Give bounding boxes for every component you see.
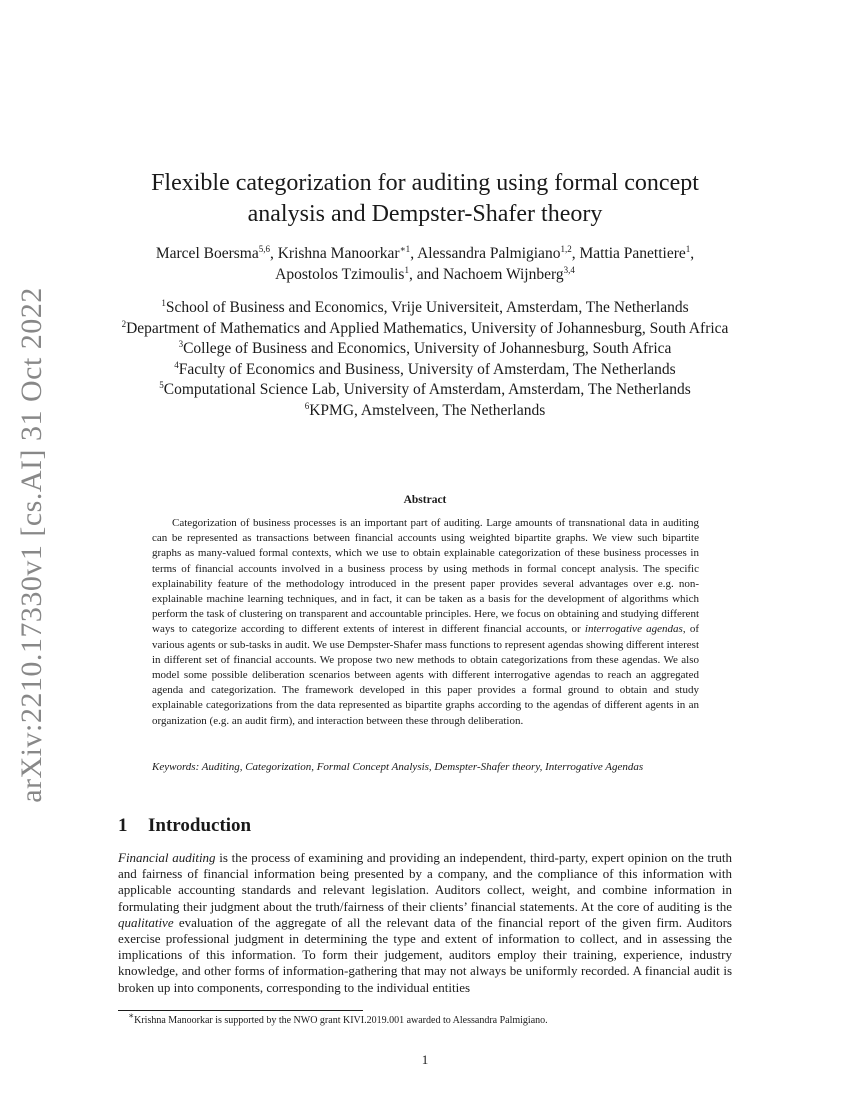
title-line-1: Flexible categorization for auditing using formal concept bbox=[151, 170, 699, 196]
author-name: Mattia Panettiere bbox=[579, 245, 686, 262]
arxiv-identifier-stamp bbox=[12, 287, 52, 803]
footnote: ∗Krishna Manoorkar is supported by the NWO grant KIVI.2019.001 awarded to Alessandra Palmigiano. bbox=[128, 1010, 548, 1026]
footnote-mark: ∗ bbox=[128, 1010, 135, 1021]
affiliation-list bbox=[110, 298, 740, 421]
section-title: Introduction bbox=[148, 815, 252, 836]
author-affiliation-mark: 1 bbox=[404, 264, 409, 275]
introduction-paragraph: Financial auditing is the process of examining and providing an independent, third-party, expert opinion on the truth and fairness of financial information being presented by a company, and the compliance of this information with applicable accounting standards and relevant legislation. Auditors collect, weight, and combine information in formulating their judgment about the truth/fairness of their clients’ financial statements. At the core of auditing is the qualitative evaluation of the aggregate of all the relevant data of the financial report of the given firm. Auditors exercise professional judgment in determining the type and extent of information to collect, and in assessing the implications of this information. To form their judgement, auditors employ their training, experience, industry knowledge, and other forms of information-gathering that may not always be uniformly recorded. A financial audit is broken up into components, corresponding to the individual entities bbox=[118, 850, 732, 995]
author-affiliation-mark: 5,6 bbox=[258, 243, 270, 254]
title-line-2: analysis and Dempster-Shafer theory bbox=[247, 201, 603, 227]
keywords: Keywords: Auditing, Categorization, Formal Concept Analysis, Demspter-Shafer theory, Interrogative Agendas bbox=[152, 761, 644, 773]
section-heading-introduction bbox=[118, 815, 251, 837]
affiliation-item: $^5$Computational Science Lab, University of Amsterdam, Amsterdam, The Netherlands bbox=[159, 379, 691, 398]
intro-emphasis: qualitative bbox=[118, 914, 174, 930]
footnote-rule bbox=[118, 1010, 363, 1011]
abstract-text: Categorization of business processes is an important part of auditing. Large amounts of transnational data in auditing can be represented as transactions between financial accounts using weighted bipartite graphs. We view such bipartite graphs as many-valued formal contexts, which we use to obtain explainable categorization of these business processes in terms of financial accounts involved in a business process by using methods in formal concept analysis. The specific explainability feature of the methodology introduced in the present paper provides several advantages over e.g. non-explainable machine learning techniques, and in fact, it can be taken as a basis for the development of algorithms which perform the task of clustering on transparent and accountable principles. Here, we focus on obtaining and studying different ways to categorize according to different extents of interest in different financial accounts, or interrogative agendas, of various agents or sub-tasks in audit. We use Dempster-Shafer mass functions to represent agendas showing different interest in different set of financial accounts. We propose two new methods to obtain categorizations from these agendas. We also model some possible deliberation scenarios between agents with different interrogative agendas to reach an aggregated agenda and categorization. The framework developed in this paper provides a formal ground to obtain and study explainable categorizations from the data represented as bipartite graphs according to the agendas of different agents in an organization (e.g. an audit firm), and interaction between these through deliberation. bbox=[152, 517, 699, 727]
author-name: Apostolos Tzimoulis bbox=[275, 266, 405, 283]
author-name: Alessandra Palmigiano bbox=[417, 245, 561, 262]
section-number: 1 bbox=[118, 815, 128, 836]
author-name: Nachoem Wijnberg bbox=[442, 266, 564, 283]
affiliation-item: $^4$Faculty of Economics and Business, University of Amsterdam, The Netherlands bbox=[174, 359, 676, 378]
affiliation-item: $^1$School of Business and Economics, Vrije Universiteit, Amsterdam, The Netherlands bbox=[161, 297, 689, 316]
author-list: Marcel Boersma$^{5,6}$, Krishna Manoorkar$^{∗1}$, Alessandra Palmigiano$^{1,2}$, Mattia Panettiere$^1$, Apostolos Tzimoulis$^1$, and Nachoem Wijnberg$^{3,4}$ bbox=[155, 243, 695, 283]
abstract-heading: Abstract bbox=[403, 494, 447, 506]
intro-emphasis: Financial auditing bbox=[118, 850, 216, 865]
arxiv-identifier-text: arXiv:2210.17330v1 [cs.AI] 31 Oct 2022 bbox=[15, 287, 48, 803]
author-affiliation-mark: ∗1 bbox=[399, 243, 411, 254]
abstract-emphasis: interrogative agendas bbox=[584, 623, 683, 636]
affiliation-item: $^3$College of Business and Economics, University of Johannesburg, South Africa bbox=[178, 338, 672, 357]
page-number: 1 bbox=[421, 1052, 429, 1067]
affiliation-item: $^6$KPMG, Amstelveen, The Netherlands bbox=[304, 400, 546, 419]
author-name: Marcel Boersma bbox=[155, 245, 259, 262]
author-name: Krishna Manoorkar bbox=[277, 245, 400, 262]
paper-title bbox=[100, 168, 750, 230]
affiliation-item: $^2$Department of Mathematics and Applied Mathematics, University of Johannesburg, South Africa bbox=[121, 318, 729, 337]
author-affiliation-mark: 1 bbox=[685, 243, 691, 254]
author-affiliation-mark: 1,2 bbox=[560, 243, 572, 254]
author-affiliation-mark: 3,4 bbox=[563, 264, 575, 275]
